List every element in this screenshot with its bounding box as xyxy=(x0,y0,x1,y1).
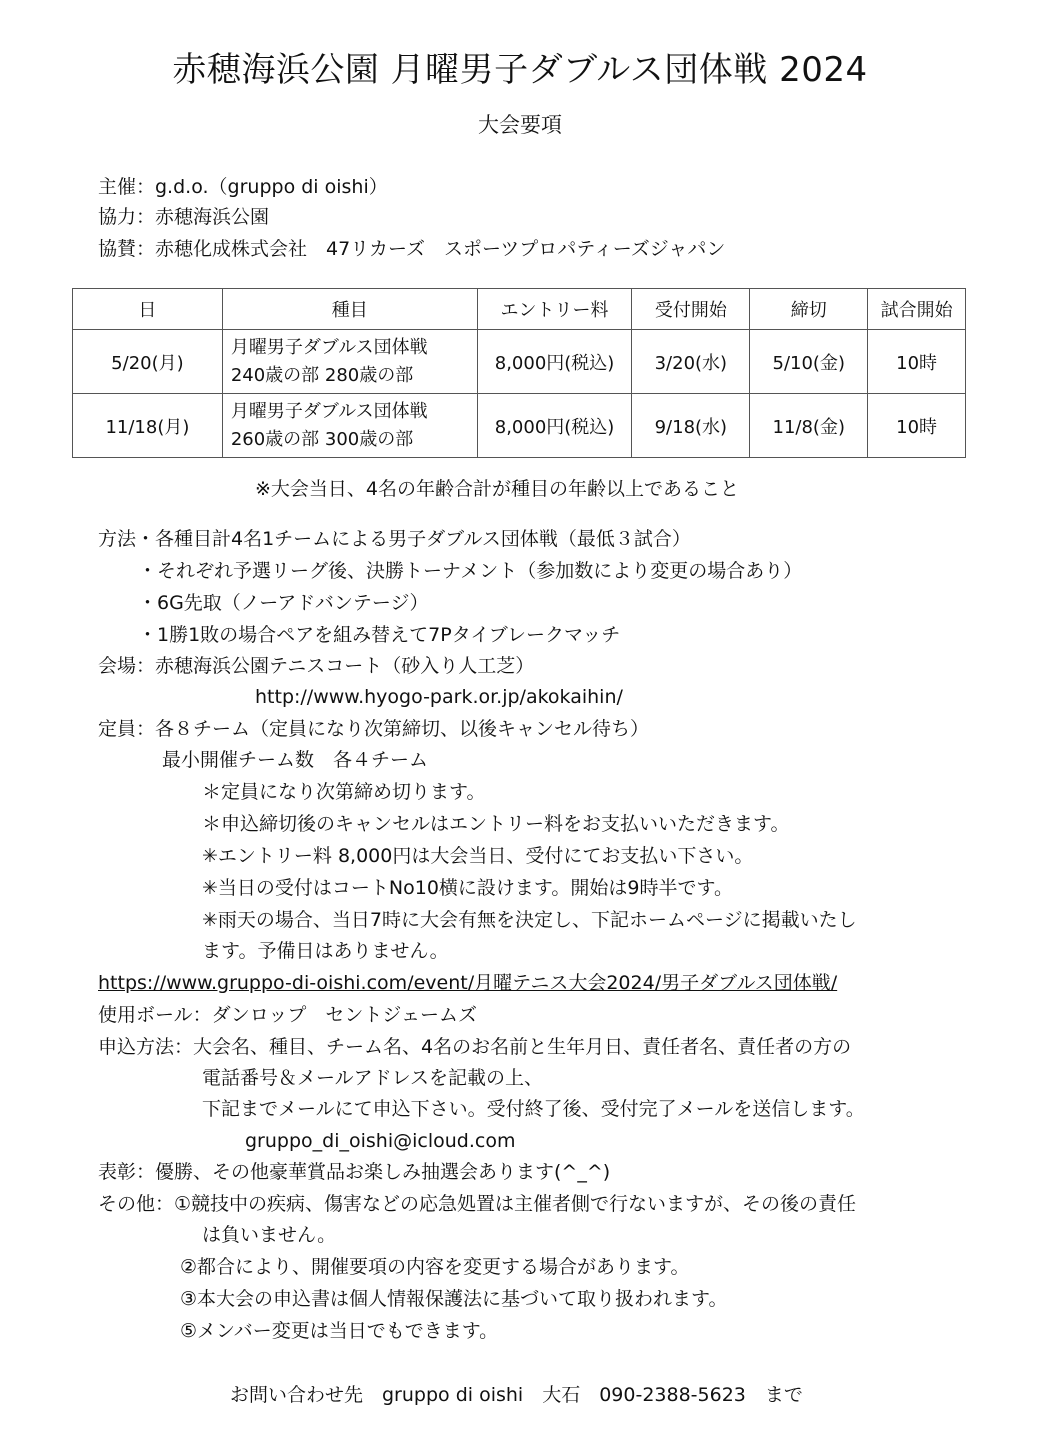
other-line: その他：①競技中の疾病、傷害などの応急処置は主催者側で行ないますが、その後の責任 xyxy=(98,1193,857,1215)
venue-line: 会場：赤穂海浜公園テニスコート（砂入り人工芝） xyxy=(98,655,535,677)
note-line: ます。予備日はありません。 xyxy=(202,940,449,962)
cell-open: 9/18(水) xyxy=(632,394,750,458)
note-line: ✳︎エントリー料 8,000円は大会当日、受付にてお支払い下さい。 xyxy=(202,845,754,867)
note-line: ＊定員になり次第締め切ります。 xyxy=(202,781,486,803)
apply-line: 申込方法：大会名、種目、チーム名、4名のお名前と生年月日、責任者名、責任者の方の xyxy=(98,1036,852,1058)
venue-url[interactable]: http://www.hyogo-park.or.jp/akokaihin/ xyxy=(255,686,623,708)
event-division: 260歳の部 300歳の部 xyxy=(230,428,414,450)
cell-date: 5/20(月) xyxy=(73,330,223,394)
ball-line: 使用ボール：ダンロップ セントジェームズ xyxy=(98,1004,478,1026)
cell-date: 11/18(月) xyxy=(73,394,223,458)
page-title: 赤穂海浜公園 月曜男子ダブルス団体戦 2024 xyxy=(172,50,868,90)
contact-line: お問い合わせ先 gruppo di oishi 大石 090-2388-5623 まで xyxy=(230,1384,803,1406)
cell-deadline: 5/10(金) xyxy=(750,330,868,394)
min-teams-line: 最小開催チーム数 各４チーム xyxy=(162,749,429,771)
schedule-table xyxy=(72,288,966,458)
header-fee: エントリー料 xyxy=(477,289,632,330)
table-header-row xyxy=(73,289,966,330)
capacity-line: 定員：各８チーム（定員になり次第締切、以後キャンセル待ち） xyxy=(98,718,650,740)
other-line: は負いません。 xyxy=(202,1224,337,1246)
cell-deadline: 11/8(金) xyxy=(750,394,868,458)
cell-start: 10時 xyxy=(868,330,966,394)
header-event: 種目 xyxy=(222,289,477,330)
method-line: 方法・各種目計4名1チームによる男子ダブルス団体戦（最低３試合） xyxy=(98,528,691,550)
header-deadline: 締切 xyxy=(750,289,868,330)
method-line: ・1勝1敗の場合ペアを組み替えて7Pタイブレークマッチ xyxy=(138,624,621,646)
header-start: 試合開始 xyxy=(868,289,966,330)
method-line: ・それぞれ予選リーグ後、決勝トーナメント（参加数により変更の場合あり） xyxy=(138,560,803,582)
header-date: 日 xyxy=(73,289,223,330)
event-name: 月曜男子ダブルス団体戦 xyxy=(230,336,428,358)
header-open: 受付開始 xyxy=(632,289,750,330)
sponsors-line: 協賛：赤穂化成株式会社 47リカーズ スポーツプロパティーズジャパン xyxy=(98,238,726,260)
table-row xyxy=(73,330,966,394)
organizer-line: 主催：g.d.o.（gruppo di oishi） xyxy=(98,176,388,198)
event-name: 月曜男子ダブルス団体戦 xyxy=(230,400,428,422)
other-line: ⑤メンバー変更は当日でもできます。 xyxy=(180,1320,499,1342)
cell-fee: 8,000円(税込) xyxy=(477,330,632,394)
cooperation-line: 協力：赤穂海浜公園 xyxy=(98,206,270,228)
table-row xyxy=(73,394,966,458)
event-url-link[interactable]: https://www.gruppo-di-oishi.com/event/月曜テニス大会2024/男子ダブルス団体戦/ xyxy=(98,972,838,994)
note-line: ＊申込締切後のキャンセルはエントリー料をお支払いいただきます。 xyxy=(202,813,790,835)
method-line: ・6G先取（ノーアドバンテージ） xyxy=(138,592,429,614)
page-subtitle: 大会要項 xyxy=(478,113,562,137)
cell-event xyxy=(222,330,477,394)
other-line: ③本大会の申込書は個人情報保護法に基づいて取り扱われます。 xyxy=(180,1288,728,1310)
apply-line: 下記までメールにて申込下さい。受付終了後、受付完了メールを送信します。 xyxy=(202,1098,865,1120)
cell-event xyxy=(222,394,477,458)
cell-fee: 8,000円(税込) xyxy=(477,394,632,458)
apply-line: 電話番号＆メールアドレスを記載の上、 xyxy=(202,1067,544,1089)
note-line: ✳︎雨天の場合、当日7時に大会有無を決定し、下記ホームページに掲載いたし xyxy=(202,909,857,931)
table-note: ※大会当日、4名の年齢合計が種目の年齢以上であること xyxy=(255,478,740,500)
award-line: 表彰：優勝、その他豪華賞品お楽しみ抽選会あります(^_^) xyxy=(98,1161,611,1183)
note-line: ✳︎当日の受付はコートNo10横に設けます。開始は9時半です。 xyxy=(202,877,733,899)
event-division: 240歳の部 280歳の部 xyxy=(230,364,414,386)
cell-open: 3/20(水) xyxy=(632,330,750,394)
email-address[interactable]: gruppo_di_oishi@icloud.com xyxy=(245,1130,516,1152)
other-line: ②都合により、開催要項の内容を変更する場合があります。 xyxy=(180,1256,690,1278)
cell-start: 10時 xyxy=(868,394,966,458)
